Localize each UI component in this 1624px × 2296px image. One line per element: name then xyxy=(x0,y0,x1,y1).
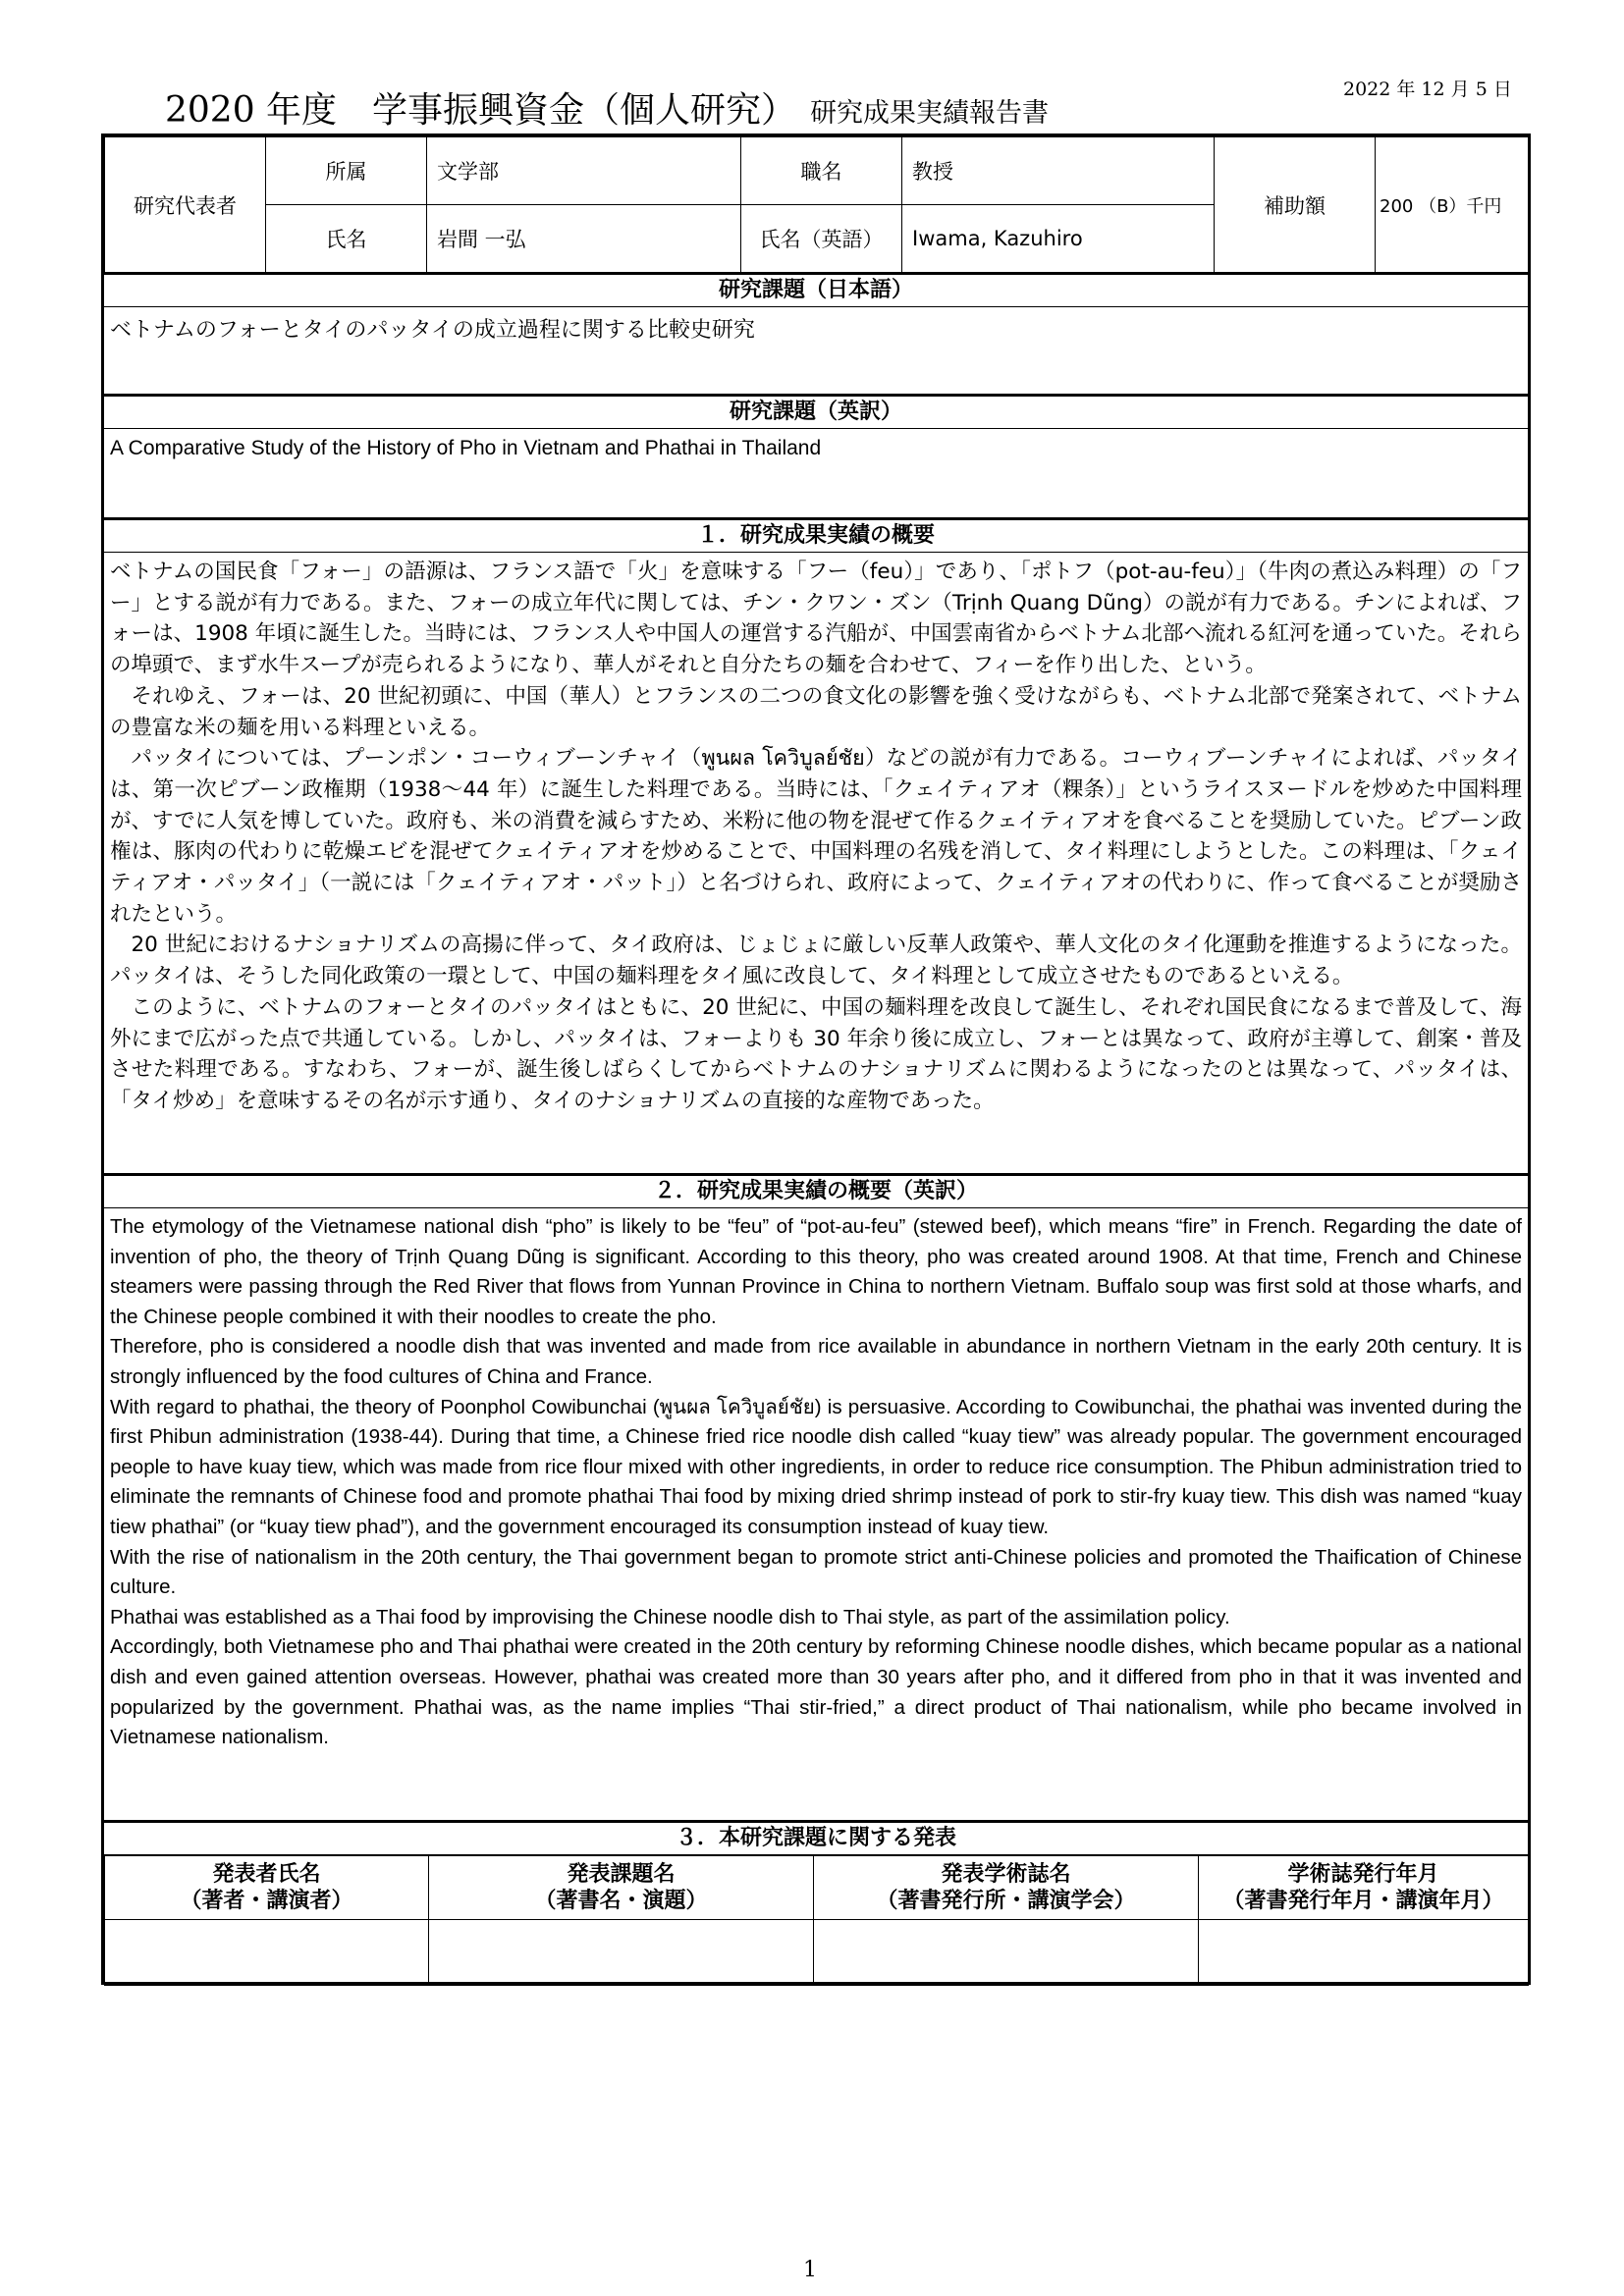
summary-jp-heading: １．研究成果実績の概要 xyxy=(104,517,1528,553)
name-value: 岩間 一弘 xyxy=(427,205,741,273)
topic-jp-heading: 研究課題（日本語） xyxy=(104,272,1528,307)
summary-jp-paragraph: このように、ベトナムのフォーとタイのパッタイはともに、20 世紀に、中国の麺料理を改良して誕生し、それぞれ国民食になるまで普及して、海外にまで広がった点で共通している。しかし、パッタイは、フォーよりも 30 年余り後に成立し、フォーとは異なって、政府が主導して、創案・普及させた料理である。すなわち、フォーが、誕生後しばらくしてからベトナムのナショナリズムに関わるようになったのとは異なって、パッタイは、「タイ炒め」を意味するその名が示す通り、タイのナショナリズムの直接的な産物であった。 xyxy=(110,994,1522,1113)
summary-en-paragraph: Accordingly, both Vietnamese pho and Thai phathai were created in the 20th century by reforming Chinese noodle dishes, which became popular as a national dish and even gained attention overseas. However, phathai was created more than 30 years after pho, and it differed from pho in that it was invented and popularized by the government. Phathai was, as the name implies “Thai stir-fried,” a direct product of Thai nationalism, while pho became involved in Vietnamese nationalism. xyxy=(110,1635,1522,1749)
affiliation-value: 文学部 xyxy=(427,137,741,205)
report-date: 2022 年 12 月 5 日 xyxy=(1343,79,1512,100)
representative-label: 研究代表者 xyxy=(105,137,266,273)
column-header-title: 発表課題名 （著書名・演題） xyxy=(429,1856,814,1920)
publications-heading: ３．本研究課題に関する発表 xyxy=(104,1820,1528,1855)
summary-jp-paragraph: ベトナムの国民食「フォー」の語源は、フランス語で「火」を意味する「フー（feu）」であり、「ポトフ（pot-au-feu）」（牛肉の煮込み料理）の「フー」とする説が有力である。また、フォーの成立年代に関しては、チン・クワン・ズン（Trịnh Quang Dũng）の説が有力である。チンによれば、フォーは、1908 年頃に誕生した。当時には、フランス人や中国人の運営する汽船が、中国雲南省からベトナム北部へ流れる紅河を通っていた。それらの埠頭で、まず水牛スープが売られるようになり、華人がそれと自分たちの麺を合わせて、フィーを作り出した、という。 xyxy=(110,560,1522,678)
summary-en-paragraph: With regard to phathai, the theory of Poonphol Cowibunchai (พูนผล โควิบูลย์ชัย) is persuasive. According to Cowibunchai, the phathai was invented during the first Phibun administration (1938-44). During that time, a Chinese fried rice noodle dish called “kuay tiew” was already popular. The government encouraged people to have kuay tiew, which was made from rice flour mixed with other ingredients, in order to reduce rice consumption. The Phibun administration tried to eliminate the remnants of Chinese food and promote phathai Thai food by mixing dried shrimp instead of pork to stir-fry kuay tiew. This dish was named “kuay tiew phathai” (or “kuay tiew phad”), and the government encouraged its consumption instead of kuay tiew. xyxy=(110,1395,1522,1538)
empty-cell xyxy=(1199,1920,1529,1986)
affiliation-label: 所属 xyxy=(266,137,427,205)
summary-jp-paragraph: パッタイについては、プーンポン・コーウィブーンチャイ（พูนผล โควิบูลย์ชัย）などの説が有力である。コーウィブーンチャイによれば、パッタイは、第一次ピブーン政権期（1938～44 年）に誕生した料理である。当時には、「クェイティアオ（粿条）」というライスヌードルを炒めた中国料理が、すでに人気を博していた。政府も、米の消費を減らすため、米粉に他の物を混ぜて作るクェイティアオを食べることを奨励していた。ピブーン政権は、豚肉の代わりに乾燥エビを混ぜてクェイティアオを炒めることで、中国料理の名残を消して、タイ料理にしようとした。この料理は、「クェイティアオ・パッタイ」（一説には「クェイティアオ・パット」）と名づけられ、政府によって、クェイティアオの代わりに、作って食べることが奨励されたという。 xyxy=(110,746,1522,927)
empty-cell xyxy=(814,1920,1199,1986)
topic-en-heading: 研究課題（英訳） xyxy=(104,394,1528,429)
title-main: 2020 年度 学事振興資金（個人研究） xyxy=(165,90,797,131)
position-value: 教授 xyxy=(902,137,1215,205)
topic-jp-text: ベトナムのフォーとタイのパッタイの成立過程に関する比較史研究 xyxy=(110,318,755,343)
topic-en-text: A Comparative Study of the History of Pho in Vietnam and Phathai in Thailand xyxy=(110,437,822,459)
column-header-presenter: 発表者氏名 （著者・講演者） xyxy=(105,1856,429,1920)
grant-label: 補助額 xyxy=(1215,137,1376,273)
name-label: 氏名 xyxy=(266,205,427,273)
table-row xyxy=(105,1920,1529,1986)
report-form xyxy=(101,133,1531,1985)
column-header-journal: 発表学術誌名 （著書発行所・講演学会） xyxy=(814,1856,1199,1920)
title-sub: 研究成果実績報告書 xyxy=(810,98,1050,129)
empty-cell xyxy=(105,1920,429,1986)
summary-jp-paragraph: 20 世紀におけるナショナリズムの高揚に伴って、タイ政府は、じょじょに厳しい反華人政策や、華人文化のタイ化運動を推進するようになった。パッタイは、そうした同化政策の一環として、中国の麺料理をタイ風に改良して、タイ料理として成立させたものであるといえる。 xyxy=(110,933,1522,989)
page-number: 1 xyxy=(803,2258,817,2282)
name-en-value: Iwama, Kazuhiro xyxy=(902,205,1215,273)
empty-cell xyxy=(429,1920,814,1986)
publications-table xyxy=(104,1855,1529,1986)
summary-jp-paragraph: それゆえ、フォーは、20 世紀初頭に、中国（華人）とフランスの二つの食文化の影響を強く受けながらも、ベトナム北部で発案されて、ベトナムの豊富な米の麺を用いる料理といえる。 xyxy=(110,683,1522,740)
summary-en-paragraph: With the rise of nationalism in the 20th century, the Thai government began to promote strict anti-Chinese policies and promoted the Thaification of Chinese culture. xyxy=(110,1545,1522,1599)
header-table xyxy=(104,136,1529,273)
summary-en-body xyxy=(110,1212,1522,1753)
grant-value: 200 （B）千円 xyxy=(1376,137,1529,273)
name-en-label: 氏名（英語） xyxy=(741,205,902,273)
summary-en-paragraph: The etymology of the Vietnamese national dish “pho” is likely to be “feu” of “pot-au-feu” (stewed beef), which means “fire” in French. Regarding the date of invention of pho, the theory of Trịnh Quang Dũng is significant. According to this theory, pho was created around 1908. At that time, French and Chinese steamers were passing through the Red River that flows from Yunnan Province in China to northern Vietnam. Buffalo soup was first sold at those wharfs, and the Chinese people combined it with their noodles to create the pho. xyxy=(110,1215,1522,1328)
page-title xyxy=(165,82,1049,133)
column-header-date: 学術誌発行年月 （著書発行年月・講演年月） xyxy=(1199,1856,1529,1920)
position-label: 職名 xyxy=(741,137,902,205)
summary-en-heading: ２．研究成果実績の概要（英訳） xyxy=(104,1173,1528,1208)
summary-en-paragraph: Therefore, pho is considered a noodle dish that was invented and made from rice available in abundance in northern Vietnam in the early 20th century. It is strongly influenced by the food cultures of China and France. xyxy=(110,1335,1522,1388)
summary-en-paragraph: Phathai was established as a Thai food by improvising the Chinese noodle dish to Thai style, as part of the assimilation policy. xyxy=(110,1605,1230,1629)
summary-jp-body xyxy=(110,557,1522,1117)
